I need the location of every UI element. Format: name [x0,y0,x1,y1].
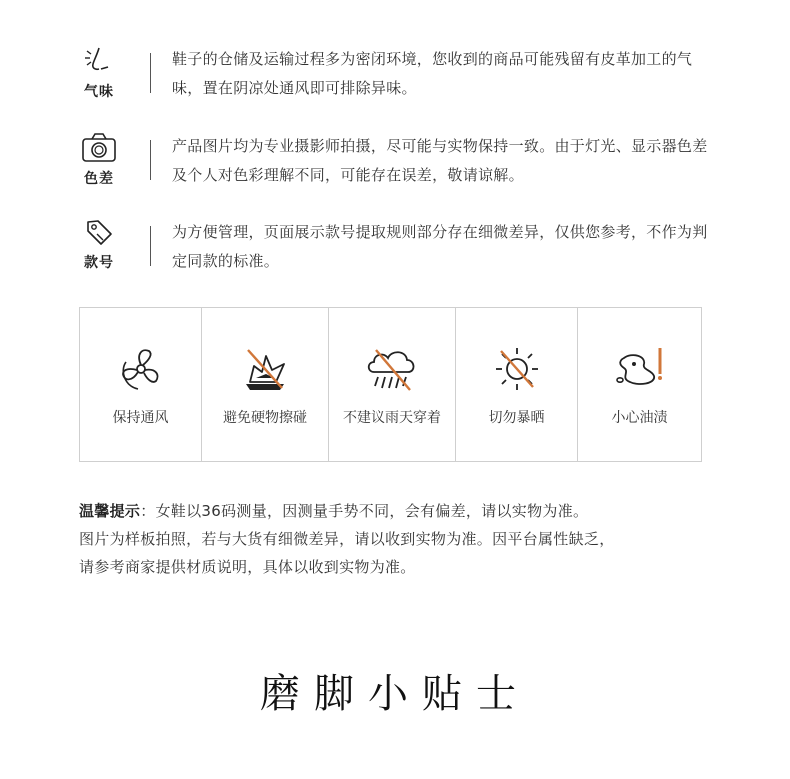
notice-smell [78,45,718,115]
notice-text: 产品图片均为专业摄影师拍摄，尽可能与实物保持一致。由于灯光、显示器色差及个人对色彩理解不同，可能存在误差，敬请谅解。 [172,137,708,184]
care-item-no-rain [329,308,456,461]
notice-icon-block [78,218,120,272]
notice-model [78,218,718,288]
care-item-ventilate [80,308,202,461]
stain-icon [612,344,668,394]
tips-line-2: 图片为样板拍照，若与大货有细微差异，请以收到实物为准。因平台属性缺乏， [79,530,615,548]
care-label: 避免硬物擦碰 [223,410,307,426]
care-label: 保持通风 [112,410,169,426]
notice-label: 款号 [84,255,114,271]
tips-block [79,497,719,581]
divider [150,140,151,180]
tips-text: ：女鞋以36码测量，因测量手势不同，会有偏差，请以实物为准。 [140,502,589,520]
fan-icon [116,344,166,394]
divider [150,226,151,266]
notice-label: 色差 [84,171,114,187]
notice-icon-block [78,45,120,101]
notice-label: 气味 [84,84,114,100]
notice-icon-block [78,132,120,188]
section-title: 磨脚小贴士 [260,671,530,717]
tips-line-3: 请参考商家提供材质说明，具体以收到实物为准。 [79,558,416,576]
tips-line-1 [79,497,719,525]
divider [150,53,151,93]
no-hard-object-icon [240,344,290,394]
care-label: 切勿暴晒 [488,410,545,426]
care-instructions-box [79,307,702,462]
care-item-oil-stain [578,308,701,461]
nose-smell-icon [81,45,117,77]
care-label: 小心油渍 [611,410,668,426]
tips-title: 温馨提示 [79,502,141,520]
notice-text: 为方便管理，页面展示款号提取规则部分存在细微差异，仅供您参考，不作为判定同款的标准。 [172,223,708,270]
notice-text: 鞋子的仓储及运输过程多为密闭环境，您收到的商品可能残留有皮革加工的气味，置在阴凉处通风即可排除异味。 [172,50,693,97]
no-rain-icon [364,344,420,394]
camera-icon [80,132,118,164]
care-item-no-sun [456,308,578,461]
tag-icon [83,218,115,248]
no-sun-icon [492,344,542,394]
care-item-avoid-scrape [202,308,329,461]
notice-color [78,132,718,202]
care-label: 不建议雨天穿着 [343,410,441,426]
